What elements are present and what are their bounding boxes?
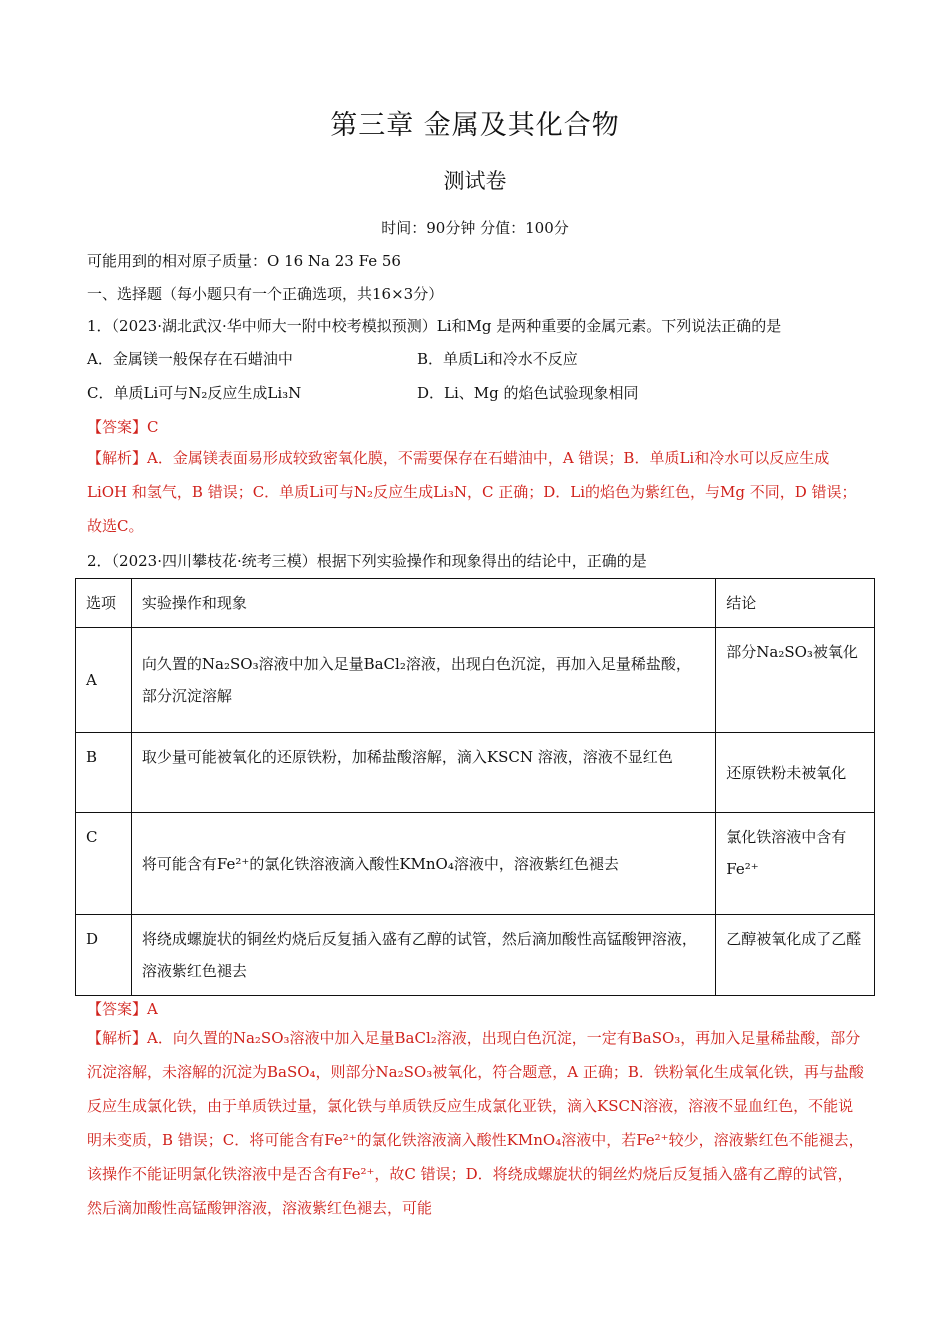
page-title: 第三章 金属及其化合物 [330,110,620,141]
table-row [76,628,875,733]
row-conclusion: 乙醇被氧化成了乙醛 [726,930,862,948]
q2-analysis: 【解析】A．向久置的Na₂SO₃溶液中加入足量BaCl₂溶液，出现白色沉淀，一定有BaSO₃，再加入足量稀盐酸，部分沉淀溶解，未溶解的沉淀为BaSO₄，则部分Na₂SO₃被氧化，符合题意，A 正确；B．铁粉氧化生成氧化铁，再与盐酸反应生成氯化铁，由于单质铁过量，氯化铁与单质铁反应生成氯化亚铁，滴入KSCN溶液，溶液不显血红色，不能说明未变质，B 错误；C．将可能含有Fe²⁺的氯化铁溶液滴入酸性KMnO₄溶液中，若Fe²⁺较少，溶液紫红色不能褪去，该操作不能证明氯化铁溶液中是否含有Fe²⁺，故C 错误；D．将绕成螺旋状的铜丝灼烧后反复插入盛有乙醇的试管，然后滴加酸性高锰酸钾溶液，溶液紫红色褪去，可能 [87,1029,864,1217]
row-conclusion: 氯化铁溶液中含有Fe²⁺ [726,828,847,878]
row-operation: 将可能含有Fe²⁺的氯化铁溶液滴入酸性KMnO₄溶液中，溶液紫红色褪去 [141,854,619,873]
section-heading: 一、选择题（每小题只有一个正确选项，共16×3分） [87,285,444,303]
row-option: D [86,930,99,948]
table-row [76,915,875,996]
table-row [76,813,875,915]
row-conclusion: 还原铁粉未被氧化 [726,763,847,782]
exam-meta: 时间：90分钟 分值：100分 [381,219,569,237]
header-operation: 实验操作和现象 [141,594,247,612]
row-operation: 取少量可能被氧化的还原铁粉，加稀盐酸溶解，滴入KSCN 溶液，溶液不显红色 [141,748,673,766]
row-operation: 向久置的Na₂SO₃溶液中加入足量BaCl₂溶液，出现白色沉淀，再加入足量稀盐酸，部分沉淀溶解 [141,655,691,705]
q2-stem: 2．（2023·四川攀枝花·统考三模）根据下列实验操作和现象得出的结论中，正确的是 [87,552,647,570]
q2-answer: 【答案】A [87,1000,158,1018]
atomic-masses: 可能用到的相对原子质量：O 16 Na 23 Fe 56 [87,252,401,270]
q1-option-d: D．Li、Mg 的焰色试验现象相同 [417,384,639,402]
q1-stem: 1．（2023·湖北武汉·华中师大一附中校考模拟预测）Li和Mg 是两种重要的金属元素。下列说法正确的是 [87,317,782,335]
row-option: C [86,828,98,846]
table-header-row [76,579,875,628]
q1-analysis: 【解析】A．金属镁表面易形成较致密氧化膜，不需要保存在石蜡油中，A 错误；B．单质Li和冷水可以反应生成LiOH 和氢气，B 错误；C．单质Li可与N₂反应生成Li₃N，C 正确；D．Li的焰色为紫红色，与Mg 不同，D 错误；故选C。 [87,449,857,535]
row-conclusion: 部分Na₂SO₃被氧化 [726,643,858,661]
page-subtitle: 测试卷 [443,169,507,193]
row-operation: 将绕成螺旋状的铜丝灼烧后反复插入盛有乙醇的试管，然后滴加酸性高锰酸钾溶液，溶液紫红色褪去 [141,930,697,980]
q1-answer: 【答案】C [87,418,159,436]
header-option: 选项 [86,594,117,612]
q1-option-a: A．金属镁一般保存在石蜡油中 [87,350,293,368]
q2-table [75,578,875,996]
row-option: B [86,748,98,766]
q1-option-c: C．单质Li可与N₂反应生成Li₃N [87,384,302,402]
table-row [76,733,875,813]
header-conclusion: 结论 [726,594,757,612]
row-option: A [86,671,97,689]
q1-option-b: B．单质Li和冷水不反应 [417,350,578,368]
